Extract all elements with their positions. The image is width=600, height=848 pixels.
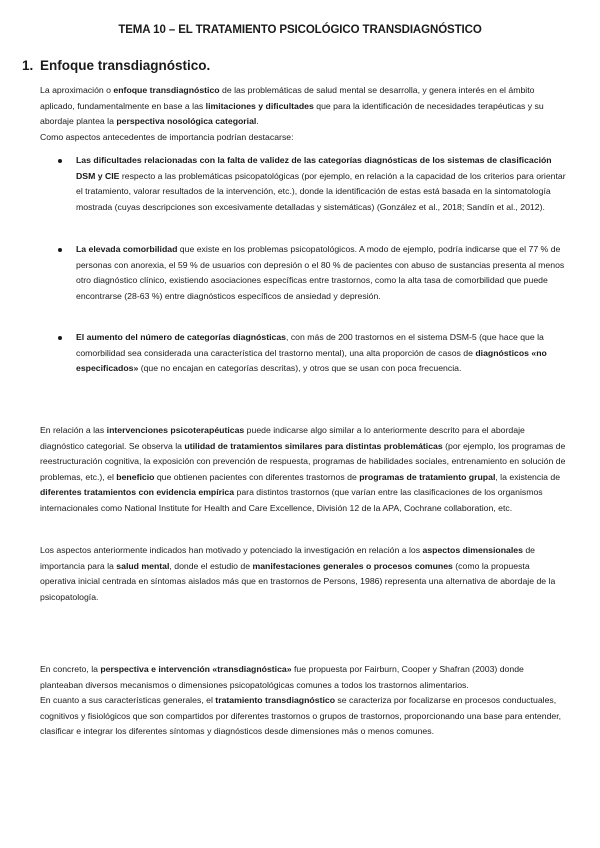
- bullet-item-categories: [58, 330, 568, 377]
- bold-text-run: tratamiento transdiagnóstico: [215, 695, 336, 706]
- text-run: En relación a las: [40, 425, 107, 435]
- bullet-item-validity: [58, 153, 568, 215]
- text-run: de las problemáticas de salud mental se desarrolla, y genera interés en el ámbito aplicado, fundamentalmente en base a las: [40, 85, 535, 111]
- text-run: se caracteriza por focalizarse en procesos conductuales, cognitivos y fisiológicos que son compartidos por diferentes trastornos o grupos de trastornos, proporcionando una base para entender, clasificar e integrar los diferentes síntomas y diagnósticos desde dimensiones más o menos comunes.: [40, 695, 562, 737]
- intro-text: [40, 85, 544, 126]
- bold-text-run: diagnósticos «no especificados»: [76, 347, 547, 374]
- section-heading-text: Enfoque transdiagnóstico.: [40, 58, 211, 73]
- text-run: Los aspectos anteriormente indicados han motivado y potenciado la investigación en relación a los: [40, 545, 423, 555]
- bold-text-run: manifestaciones generales o procesos comunes: [252, 560, 453, 571]
- intro-lead-text: Como aspectos antecedentes de importancia podrían destacarse:: [40, 131, 294, 142]
- bullet-dot: [58, 336, 62, 340]
- text-run: (como la propuesta operativa inicial centrada en síntomas aislados más que en trastornos de Persons, 1986) representa una alternativa de abordaje de la psicopatología.: [40, 560, 556, 602]
- bullet-item-comorbidity: [58, 242, 568, 304]
- bullet-text: [76, 242, 568, 304]
- text-run: (por ejemplo, los programas de reestructuración cognitiva, la exposición con prevención de respuesta, programas de habilidades sociales, entrenamiento en solución de problemas, etc.), el: [40, 440, 566, 482]
- bold-text-run: intervenciones psicoterapéuticas: [106, 425, 245, 435]
- bold-text-run: programas de tratamiento grupal: [359, 471, 496, 482]
- text-run: , la existencia de: [495, 471, 561, 482]
- dimensions-paragraph: [40, 543, 566, 605]
- bold-text-run: enfoque transdiagnóstico: [113, 85, 220, 95]
- text-run: En concreto, la: [40, 664, 101, 674]
- bold-text-run: perspectiva e intervención «transdiagnóstica»: [100, 664, 292, 674]
- bold-text-run: perspectiva nosológica categorial: [116, 116, 257, 127]
- intro-paragraph: [40, 83, 566, 145]
- bullet-text: [76, 153, 568, 215]
- text-run: fue propuesta por Fairburn, Cooper y Shafran (2003) donde planteaban diversos mecanismos o dimensiones psicopatológicas comunes a todos los trastornos alimentarios.: [40, 664, 524, 690]
- text-run: de importancia para la: [40, 545, 535, 571]
- text-run: (que no encajan en categorías descritas), y otros que se usan con poca frecuencia.: [138, 363, 462, 374]
- transdiagnostic-paragraph: [40, 662, 566, 740]
- bold-text-run: salud mental: [116, 560, 170, 571]
- section-heading: [22, 58, 210, 73]
- document-title: TEMA 10 – EL TRATAMIENTO PSICOLÓGICO TRANSDIAGNÓSTICO: [118, 24, 482, 36]
- text-run: respecto a las problemáticas psicopatológicas (por ejemplo, en relación a la capacidad de los criterios para orientar el tratamiento, valorar resultados de la intervención, etc.), donde la identificación de estas está basada en la sintomatología mostrada (cuyas descripciones son excesivamente detalladas y sistemáticas) (González et al., 2018; Sandín et al., 2012).: [76, 170, 566, 212]
- text-run: puede indicarse algo similar a lo anteriormente descrito para el abordaje diagnóstico categorial. Se observa la: [40, 425, 525, 451]
- bold-text-run: aspectos dimensionales: [422, 545, 523, 555]
- section-number: 1.: [22, 58, 34, 73]
- bold-text-run: El aumento del número de categorías diagnósticas: [76, 332, 287, 342]
- bold-text-run: utilidad de tratamientos similares para distintas problemáticas: [184, 440, 443, 451]
- text-run: , con más de 200 trastornos en el sistema DSM-5 (que hace que la comorbilidad sea considerada una característica del trastorno mental), una alta proporción de casos de: [76, 332, 544, 358]
- bullet-dot: [58, 248, 62, 252]
- bold-text-run: limitaciones y dificultades: [205, 100, 314, 111]
- bold-text-run: La elevada comorbilidad: [76, 244, 178, 254]
- interventions-paragraph: [40, 423, 566, 517]
- text-run: La aproximación o: [40, 85, 114, 95]
- text-run: que obtienen pacientes con diferentes trastornos de: [154, 471, 360, 482]
- bold-text-run: Las dificultades relacionadas con la falta de validez de las categorías diagnósticas de los sistemas de clasificación DSM y CIE: [76, 155, 552, 181]
- text-run: .: [256, 116, 259, 127]
- text-run: En cuanto a sus características generales, el: [40, 695, 216, 706]
- concrete-text: [40, 664, 524, 690]
- text-run: para distintos trastornos (que varían entre las clasificaciones de los organismos internacionales como National Institute for Health and Care Excellence, División 12 de la APA, Cochrane collaboration, etc.: [40, 487, 543, 513]
- bullet-dot: [58, 159, 62, 163]
- text-run: , donde el estudio de: [169, 560, 253, 571]
- general-text: [40, 695, 561, 736]
- bold-text-run: diferentes tratamientos con evidencia empírica: [40, 487, 235, 498]
- bold-text-run: beneficio: [116, 471, 155, 482]
- text-run: que para la identificación de necesidades terapéuticas y su abordaje plantea la: [40, 100, 544, 127]
- text-run: que existe en los problemas psicopatológicos. A modo de ejemplo, podría indicarse que el 77 % de personas con anorexia, el 59 % de usuarios con depresión o el 80 % de pacientes con abuso de sustancias presenta al menos otro diagnóstico clínico, existiendo asociaciones específicas entre trastornos, como la alta tasa de comorbilidad que puede encontrarse (28-63 %) entre diagnósticos específicos de ansiedad y depresión.: [76, 244, 565, 301]
- bullet-text: [76, 330, 568, 377]
